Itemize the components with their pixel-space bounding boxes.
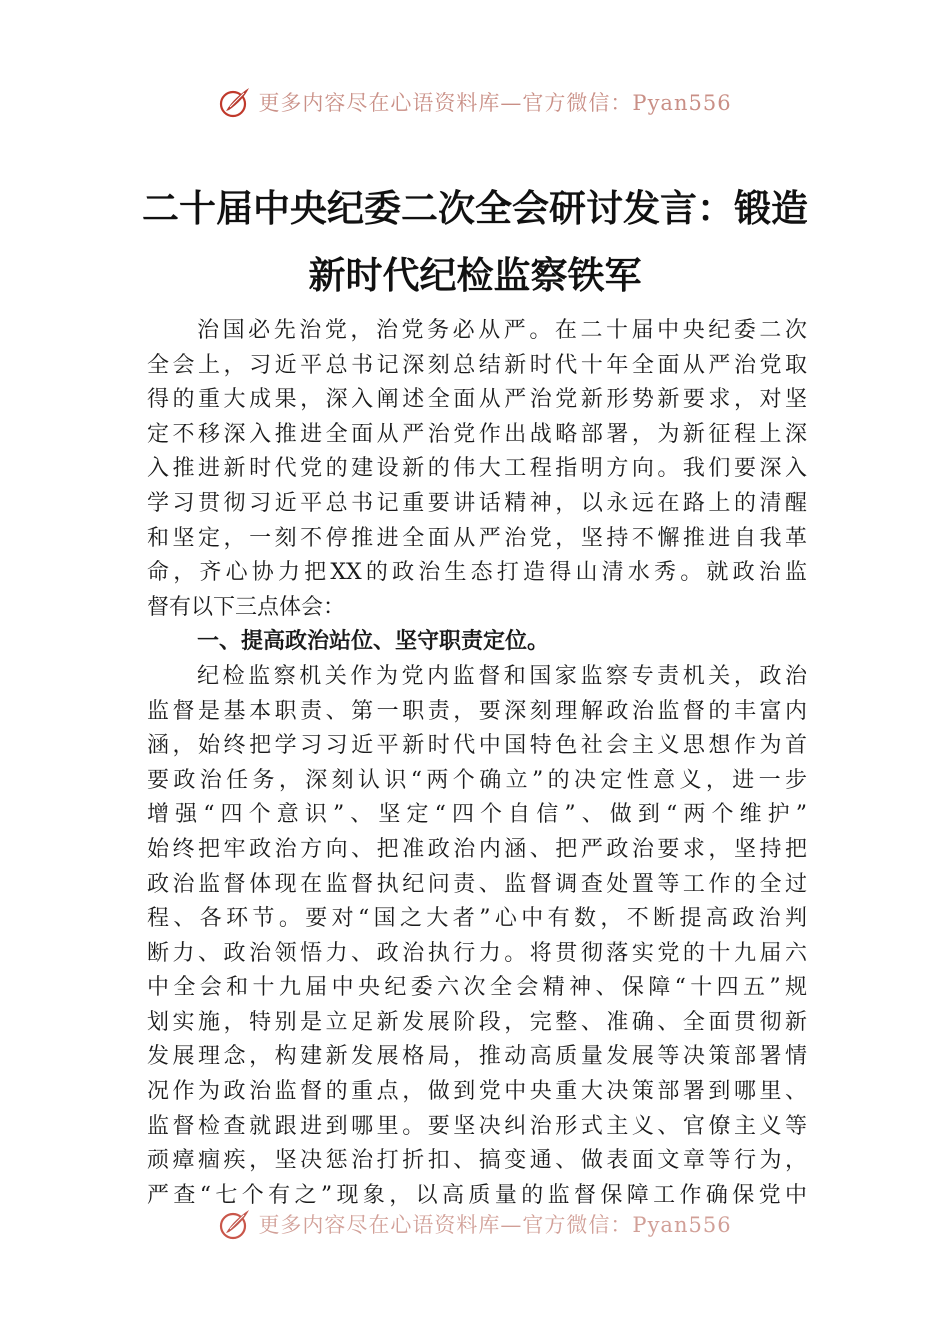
- paragraph-line: 治国必先治党，治党务必从严。在二十届中央纪委二次: [197, 318, 807, 343]
- document-title-line-1: 二十届中央纪委二次全会研讨发言：锻造: [142, 186, 808, 230]
- paragraph-line: 断力、政治领悟力、政治执行力。将贯彻落实党的十九届六: [147, 940, 807, 966]
- paragraph-line: 监督检查就跟进到哪里。要坚决纠治形式主义、官僚主义等: [147, 1113, 807, 1139]
- paragraph-line: 得的重大成果，深入阐述全面从严治党新形势新要求，对坚: [147, 387, 807, 413]
- paragraph-line: 中全会和十九届中央纪委六次全会精神、保障“十四五”规: [147, 975, 807, 1001]
- paragraph-line: 划实施，特别是立足新发展阶段，完整、准确、全面贯彻新: [147, 1009, 807, 1035]
- paragraph-line: 督有以下三点体会：: [147, 594, 346, 620]
- paragraph-line: 命，齐心协力把XX的政治生态打造得山清水秀。就政治监: [147, 560, 807, 586]
- paragraph-line: 全会上，习近平总书记深刻总结新时代十年全面从严治党取: [147, 352, 807, 378]
- paragraph-line: 监督是基本职责、第一职责，要深刻理解政治监督的丰富内: [147, 698, 807, 724]
- quill-pen-logo-icon: [218, 85, 252, 119]
- section-heading: 一、提高政治站位、坚守职责定位。: [197, 629, 550, 655]
- watermark-text: 更多内容尽在心语资料库—官方微信：Pyan556: [258, 1213, 732, 1237]
- paragraph-line: 涵，始终把学习习近平新时代中国特色社会主义思想作为首: [147, 733, 807, 759]
- paragraph-line: 纪检监察机关作为党内监督和国家监察专责机关，政治: [197, 663, 807, 689]
- watermark-text: 更多内容尽在心语资料库—官方微信：Pyan556: [258, 91, 732, 115]
- paragraph-line: 严查“七个有之”现象，以高质量的监督保障工作确保党中: [147, 1182, 807, 1208]
- paragraph-line: 入推进新时代党的建设新的伟大工程指明方向。我们要深入: [147, 456, 807, 482]
- paragraph-line: 和坚定，一刻不停推进全面从严治党，坚持不懈推进自我革: [147, 525, 807, 551]
- paragraph-line: 定不移深入推进全面从严治党作出战略部署，为新征程上深: [147, 421, 807, 447]
- paragraph-line: 政治监督体现在监督执纪问责、监督调查处置等工作的全过: [147, 871, 807, 897]
- quill-pen-logo-icon: [218, 1207, 252, 1241]
- paragraph-line: 学习贯彻习近平总书记重要讲话精神，以永远在路上的清醒: [147, 490, 807, 516]
- paragraph-line: 程、各环节。要对“国之大者”心中有数，不断提高政治判: [147, 906, 807, 932]
- paragraph-line: 增强“四个意识”、坚定“四个自信”、做到“两个维护”: [147, 802, 807, 828]
- watermark-banner-bottom: [0, 1204, 950, 1244]
- paragraph-line: 顽瘴痼疾，坚决惩治打折扣、搞变通、做表面文章等行为，: [147, 1148, 807, 1174]
- paragraph-line: 况作为政治监督的重点，做到党中央重大决策部署到哪里、: [147, 1079, 807, 1105]
- paragraph-line: 发展理念，构建新发展格局，推动高质量发展等决策部署情: [147, 1044, 807, 1070]
- paragraph-line: 要政治任务，深刻认识“两个确立”的决定性意义，进一步: [147, 767, 807, 793]
- document-body: [147, 314, 807, 1213]
- watermark-banner-top: [0, 82, 950, 122]
- paragraph-line: 始终把牢政治方向、把准政治内涵、把严政治要求，坚持把: [147, 836, 807, 862]
- document-title-line-2: 新时代纪检监察铁军: [308, 253, 642, 297]
